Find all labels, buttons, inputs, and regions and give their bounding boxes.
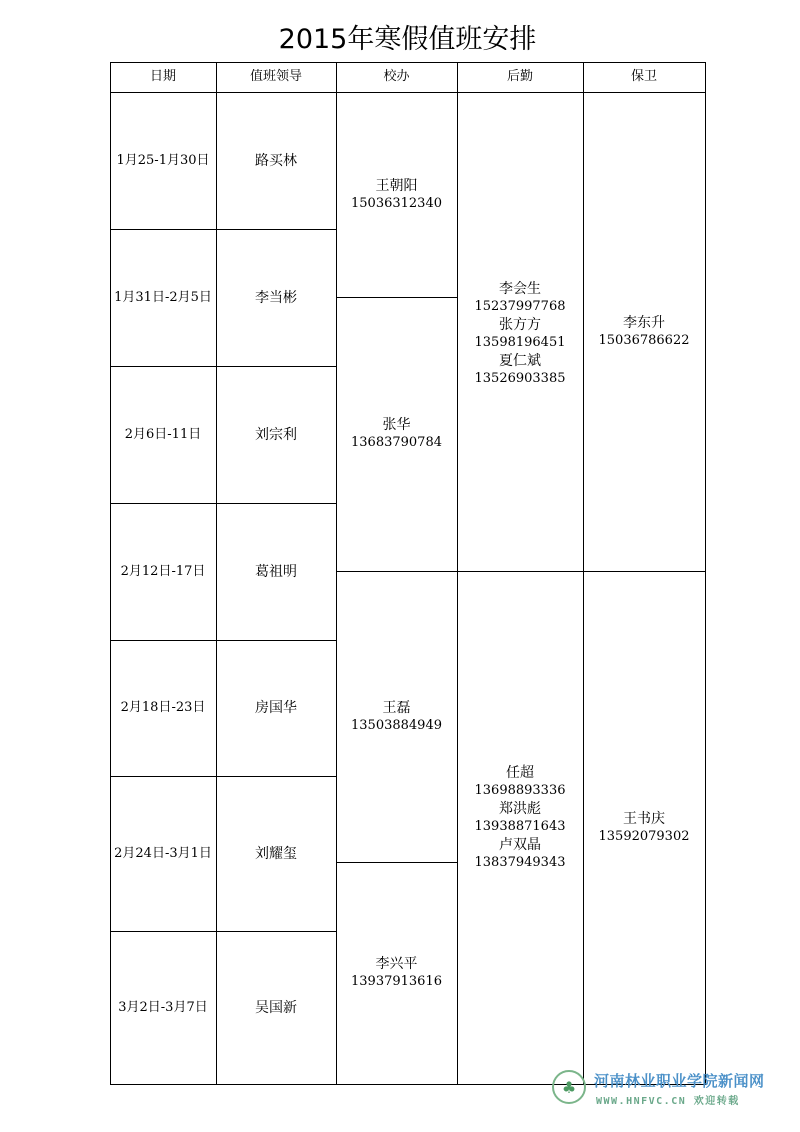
leader-cell: 房国华	[255, 700, 297, 716]
office-cell	[336, 571, 457, 862]
header-logistics: 后勤	[506, 69, 533, 84]
security-phone: 13592079302	[598, 829, 690, 844]
logistics-phone: 13526903385	[474, 371, 566, 386]
security-phone: 15036786622	[598, 333, 690, 348]
logistics-name: 卢双晶	[499, 837, 541, 853]
security-cell	[583, 571, 705, 1084]
date-cell: 2月24日-3月1日	[114, 845, 212, 861]
date-cell: 2月6日-11日	[124, 426, 202, 442]
office-name: 张华	[382, 417, 411, 433]
header-leader: 值班领导	[249, 69, 302, 84]
security-cell	[583, 92, 705, 571]
watermark-site-name: 河南林业职业学院新闻网	[594, 1072, 765, 1090]
office-cell	[336, 297, 457, 571]
logistics-phone: 13698893336	[474, 783, 566, 798]
page-title: 2015年寒假值班安排	[278, 24, 537, 55]
security-name: 李东升	[623, 315, 665, 331]
office-phone: 13937913616	[351, 974, 442, 989]
header-office: 校办	[383, 69, 410, 84]
logistics-name: 郑洪彪	[499, 801, 541, 817]
office-name: 王磊	[382, 699, 411, 716]
leader-cell: 路买林	[255, 152, 297, 169]
logistics-phone: 13837949343	[474, 855, 566, 870]
leader-cell: 刘耀玺	[255, 845, 297, 862]
office-cell	[336, 92, 457, 297]
logistics-cell	[457, 571, 583, 1084]
logistics-name: 夏仁斌	[499, 353, 541, 369]
security-name: 王书庆	[623, 811, 665, 827]
leader-cell: 吴国新	[255, 999, 297, 1016]
office-phone: 13683790784	[351, 435, 442, 450]
site-watermark	[552, 1068, 792, 1112]
leader-cell: 李当彬	[255, 289, 297, 306]
logistics-name: 任超	[506, 765, 534, 781]
logistics-phone: 13938871643	[474, 819, 566, 834]
logistics-phone: 15237997768	[474, 299, 566, 314]
logistics-name: 张方方	[499, 317, 541, 333]
watermark-site-sub: WWW.HNFVC.CN 欢迎转载	[596, 1096, 740, 1107]
office-name: 李兴平	[375, 956, 418, 972]
header-security: 保卫	[630, 69, 657, 84]
col-border-5	[705, 62, 706, 1085]
forestry-logo-icon: ♣	[552, 1070, 586, 1104]
date-cell: 3月2日-3月7日	[118, 999, 208, 1015]
header-date: 日期	[149, 69, 176, 84]
date-cell: 2月12日-17日	[120, 563, 206, 579]
date-cell: 2月18日-23日	[120, 700, 206, 715]
logistics-name: 李会生	[499, 281, 541, 297]
leader-cell: 葛祖明	[255, 563, 297, 580]
leader-cell: 刘宗利	[255, 426, 297, 443]
date-cell: 1月25-1月30日	[116, 152, 210, 168]
logistics-cell	[457, 92, 583, 571]
logistics-phone: 13598196451	[474, 335, 566, 350]
office-cell	[336, 862, 457, 1084]
office-name: 王朝阳	[375, 177, 418, 194]
date-cell: 1月31日-2月5日	[114, 289, 212, 305]
office-phone: 15036312340	[351, 195, 442, 211]
office-phone: 13503884949	[351, 717, 442, 733]
